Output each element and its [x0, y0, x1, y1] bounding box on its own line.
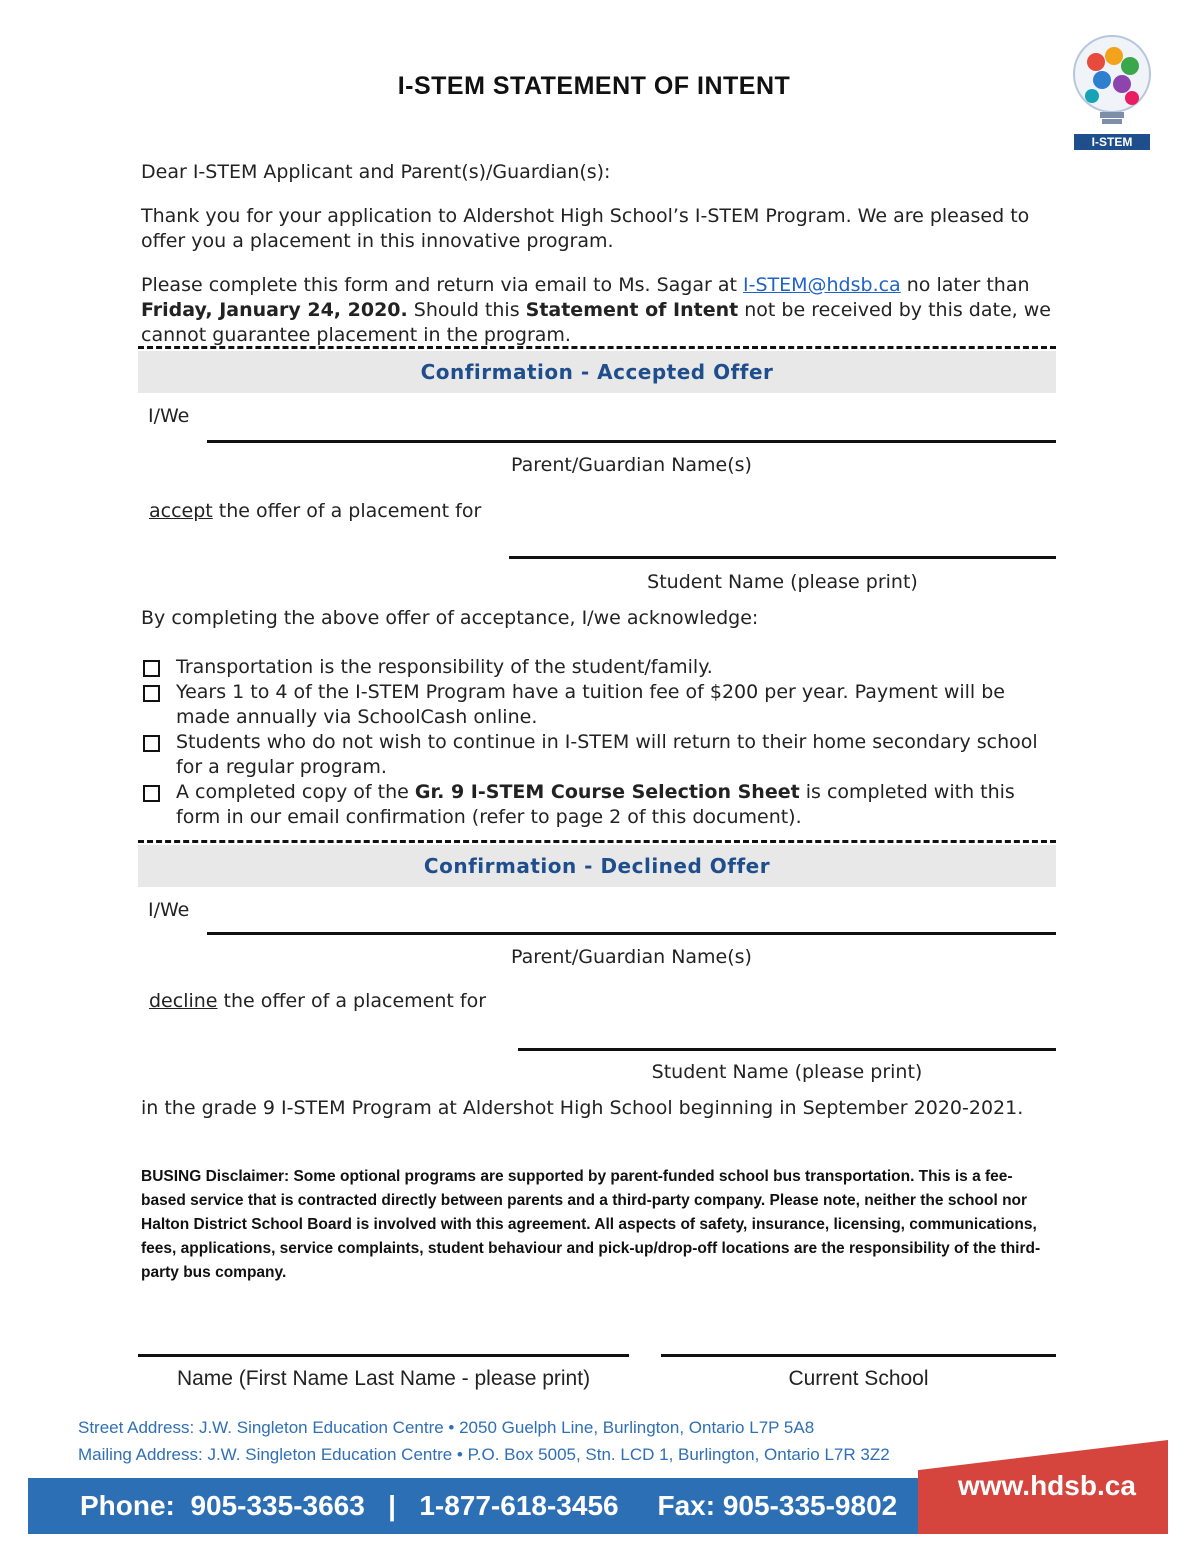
checklist-item: Transportation is the responsibility of the student/family.: [141, 655, 1051, 680]
website-link[interactable]: www.hdsb.ca: [958, 1470, 1136, 1501]
street-address: Street Address: J.W. Singleton Education Centre • 2050 Guelph Line, Burlington, Ontario L7P 5A8: [78, 1418, 815, 1437]
mailing-address: Mailing Address: J.W. Singleton Education Centre • P.O. Box 5005, Stn. LCD 1, Burlington, Ontario L7R 3Z2: [78, 1445, 890, 1464]
declined-iwe-label: I/We: [148, 899, 190, 921]
declined-parent-caption: Parent/Guardian Name(s): [511, 946, 752, 968]
program-line: in the grade 9 I-STEM Program at Aldershot High School beginning in September 2020-2021.: [141, 1097, 1024, 1119]
logo-badge-text: I-STEM: [1091, 135, 1133, 149]
checklist-item: Students who do not wish to continue in I-STEM will return to their home secondary school for a regular program.: [141, 730, 1051, 780]
checkbox[interactable]: [143, 660, 160, 677]
checklist-item: A completed copy of the Gr. 9 I-STEM Course Selection Sheet is completed with this form in our email confirmation (refer to page 2 of this document).: [141, 780, 1051, 830]
declined-heading: Confirmation - Declined Offer: [138, 845, 1056, 887]
section-divider: [138, 346, 1056, 349]
declined-student-caption: Student Name (please print): [651, 1061, 923, 1083]
istem-logo: [1062, 26, 1162, 152]
deadline-paragraph: Please complete this form and return via email to Ms. Sagar at I-STEM@hdsb.ca no later than Friday, January 24, 2020. Should this Statement of Intent not be received by this date, we cannot guarantee placement in the program.: [141, 274, 1051, 346]
accepted-iwe-label: I/We: [148, 405, 190, 427]
school-caption: Current School: [788, 1367, 929, 1390]
intro-paragraph: Thank you for your application to Aldershot High School’s I-STEM Program. We are pleased to offer you a placement in this innovative program.: [141, 205, 1030, 252]
decline-offer-text: decline the offer of a placement for: [149, 990, 487, 1012]
accept-verb: accept: [149, 500, 213, 522]
checkbox[interactable]: [143, 785, 160, 802]
accept-offer-text: accept the offer of a placement for: [149, 500, 482, 522]
accepted-student-caption: Student Name (please print): [647, 571, 918, 593]
name-caption: Name (First Name Last Name - please print): [176, 1367, 591, 1390]
declined-parent-name-line[interactable]: [207, 932, 1056, 935]
phone-fax-line: Phone: 905-335-3663 | 1-877-618-3456 Fax: 905-335-9802: [80, 1490, 898, 1521]
section-divider: [138, 840, 1056, 843]
page-title: I-STEM STATEMENT OF INTENT: [397, 72, 791, 100]
accepted-student-name-line[interactable]: [509, 556, 1056, 559]
accepted-parent-name-line[interactable]: [207, 440, 1056, 443]
checklist-item: Years 1 to 4 of the I-STEM Program have a tuition fee of $200 per year. Payment will be made annually via SchoolCash online.: [141, 680, 1051, 730]
accepted-heading: Confirmation - Accepted Offer: [138, 351, 1056, 393]
decline-verb: decline: [149, 990, 218, 1012]
checkbox[interactable]: [143, 735, 160, 752]
accepted-parent-caption: Parent/Guardian Name(s): [511, 454, 752, 476]
greeting: Dear I-STEM Applicant and Parent(s)/Guardian(s):: [141, 161, 611, 183]
email-link[interactable]: I-STEM@hdsb.ca: [742, 274, 901, 296]
student-name-line[interactable]: [138, 1354, 629, 1357]
current-school-line[interactable]: [661, 1354, 1056, 1357]
busing-disclaimer: BUSING Disclaimer: Some optional programs are supported by parent-funded school bus transportation. This is a fee-based service that is contracted directly between parents and a third-party company. Please note, neither the school nor Halton District School Board is involved with this agreement. All aspects of safety, insurance, licensing, communications, fees, applications, service complaints, student behaviour and pick-up/drop-off locations are the responsibility of the third-party bus company.: [141, 1168, 1041, 1281]
acknowledge-checklist: [141, 655, 1051, 830]
deadline-date: Friday, January 24, 2020.: [141, 299, 408, 321]
declined-student-name-line[interactable]: [518, 1048, 1056, 1051]
checkbox[interactable]: [143, 685, 160, 702]
acknowledge-intro: By completing the above offer of acceptance, I/we acknowledge:: [141, 607, 759, 629]
